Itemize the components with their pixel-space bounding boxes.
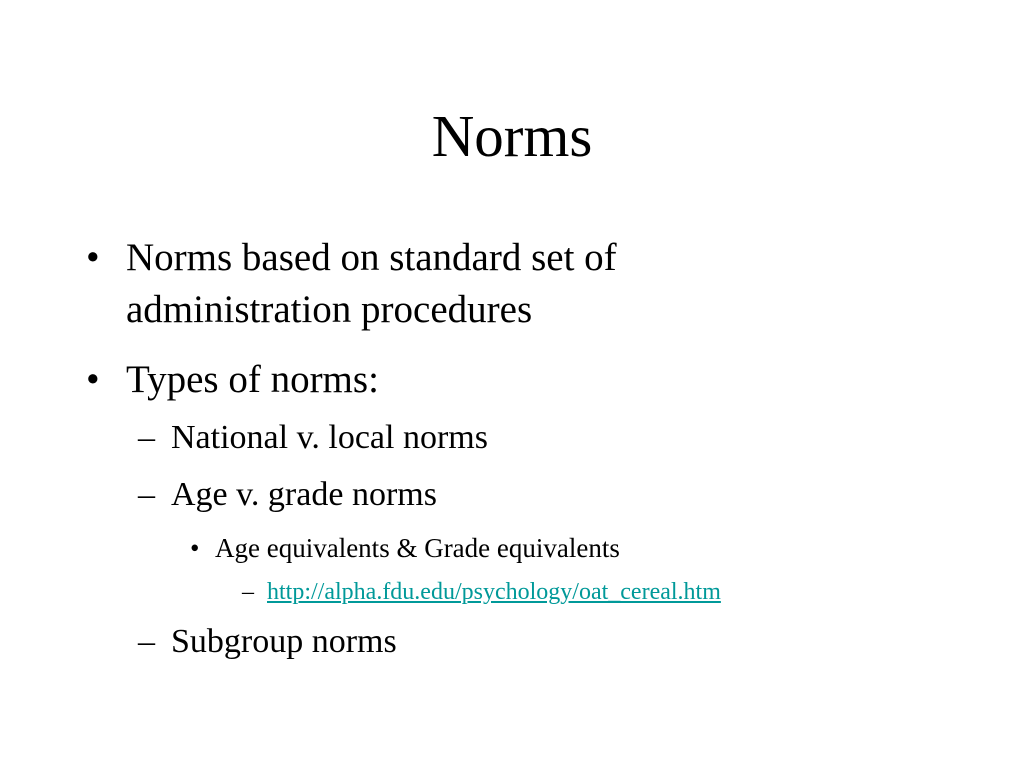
bullet-marker: • (190, 533, 200, 563)
bullet-marker: • (86, 358, 100, 401)
sub-bullet-item (138, 416, 988, 460)
bullet-marker: • (86, 236, 100, 279)
sub-bullet-item (138, 473, 988, 517)
bullet-text-line: administration procedures (126, 288, 533, 331)
dash-marker: – (138, 476, 155, 513)
dash-marker: – (242, 579, 254, 605)
sub-bullet-text: National v. local norms (171, 419, 488, 456)
bullet-text-line: Norms based on standard set of (126, 236, 617, 279)
slide-title: Norms (431, 103, 593, 169)
sub-bullet-text: Subgroup norms (171, 623, 397, 660)
sub-sub-bullet-text: Age equivalents & Grade equivalents (215, 533, 620, 563)
sub-bullet-item (138, 620, 988, 664)
link-item (242, 577, 1002, 607)
bullet-text: Types of norms: (126, 358, 379, 401)
hyperlink[interactable]: http://alpha.fdu.edu/psychology/oat_cereal.htm (267, 579, 721, 605)
sub-bullet-text: Age v. grade norms (171, 476, 437, 513)
sub-sub-bullet-item (190, 530, 990, 566)
bullet-item (86, 232, 986, 336)
bullet-item (86, 354, 986, 406)
dash-marker: – (138, 419, 155, 456)
dash-marker: – (138, 623, 155, 660)
